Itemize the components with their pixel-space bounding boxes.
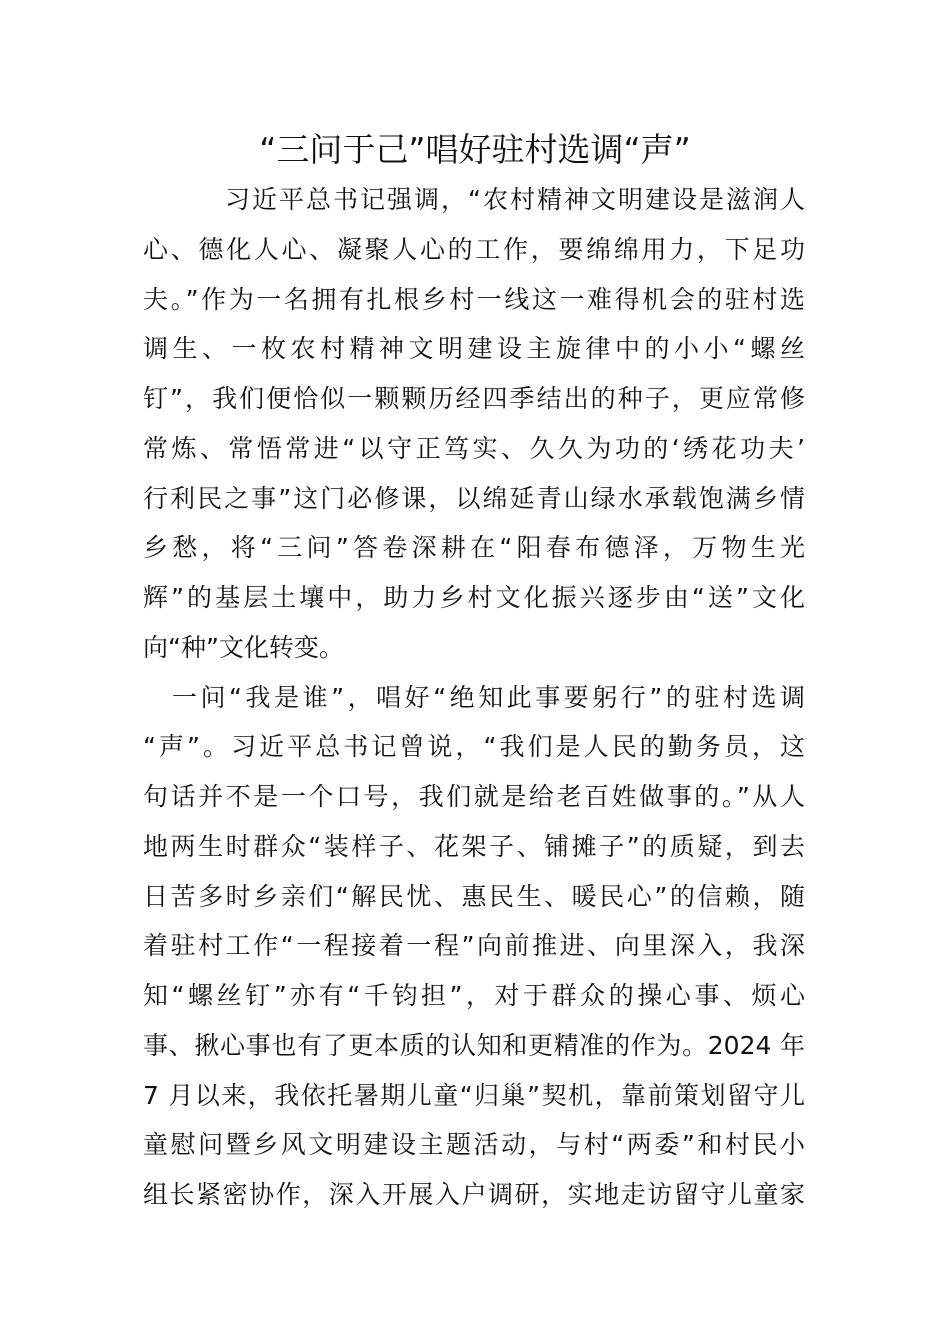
paragraph-2-line: 童慰问暨乡风文明建设主题活动，与村“两委”和村民小 [143, 1130, 805, 1160]
paragraph-2-line: 日苦多时乡亲们“解民忧、惠民生、暖民心”的信赖，随 [143, 881, 805, 911]
paragraph-2-line: 事、揪心事也有了更本质的认知和更精准的作为。2024 年 [143, 1030, 805, 1060]
paragraph-2-line: 句话并不是一个口号，我们就是给老百姓做事的。”从人 [143, 782, 805, 811]
paragraph-2-line: “声”。习近平总书记曾说，“我们是人民的勤务员，这 [143, 732, 805, 762]
paragraph-2-line: 组长紧密协作，深入开展入户调研，实地走访留守儿童家 [143, 1180, 805, 1209]
paragraph-1-line: 钉”，我们便恰似一颗颗历经四季结出的种子，更应常修 [143, 384, 805, 413]
paragraph-2-line: 7 月以来，我依托暑期儿童“归巢”契机，靠前策划留守儿 [143, 1080, 805, 1110]
paragraph-2-line: 地两生时群众“装样子、花架子、铺摊子”的质疑，到去 [143, 831, 805, 861]
paragraph-2-line: 着驻村工作“一程接着一程”向前推进、向里深入，我深 [143, 931, 805, 961]
paragraph-1-line: 行利民之事”这门必修课，以绵延青山绿水承载饱满乡情 [143, 483, 805, 513]
document-title: “三问于己”唱好驻村选调“声” [259, 130, 691, 169]
paragraph-1-line: 调生、一枚农村精神文明建设主旋律中的小小“螺丝 [143, 334, 805, 364]
paragraph-1-line: 向“种”文化转变。 [143, 632, 344, 662]
paragraph-2-line: 知“螺丝钉”亦有“千钧担”，对于群众的操心事、烦心 [143, 981, 805, 1010]
paragraph-2-line: 一问“我是谁”，唱好“绝知此事要躬行”的驻村选调 [172, 682, 805, 712]
paragraph-1-line: 心、德化人心、凝聚人心的工作，要绵绵用力，下足功 [143, 234, 805, 264]
paragraph-1-line: 乡愁，将“三问”答卷深耕在“阳春布德泽，万物生光 [143, 533, 805, 563]
paragraph-1-line: 辉”的基层土壤中，助力乡村文化振兴逐步由“送”文化 [143, 583, 805, 612]
paragraph-1-line: 习近平总书记强调，“农村精神文明建设是滋润人 [225, 185, 805, 214]
paragraph-1-line: 常炼、常悟常进“以守正笃实、久久为功的‘绣花功夫’ [143, 433, 805, 463]
paragraph-1-line: 夫。”作为一名拥有扎根乡村一线这一难得机会的驻村选 [143, 284, 805, 314]
